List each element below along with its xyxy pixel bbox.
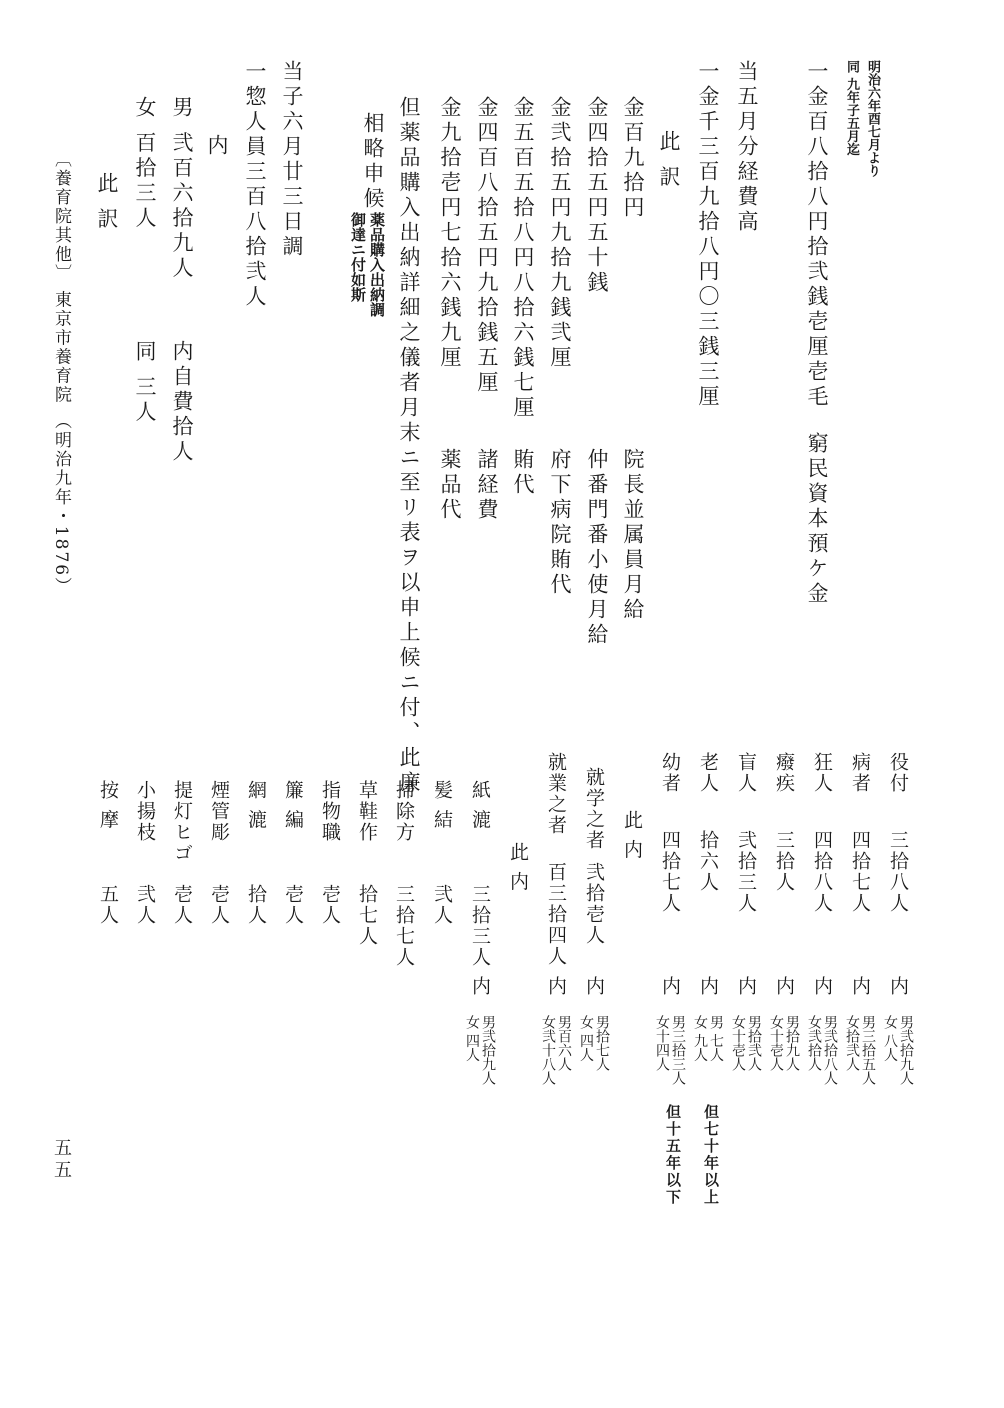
male-sub: 男弐拾八人 (822, 1015, 838, 1085)
age-note-under-15: 但十五年以下 (664, 1104, 682, 1206)
uchi-mark: 内 (773, 976, 795, 997)
expense-amount: 金百九拾円 (621, 96, 645, 221)
header-date-from: 明治六年酉七月より (865, 60, 880, 177)
occupation-label: 簾 編 (282, 780, 304, 831)
count-value: 拾六人 (697, 830, 719, 893)
monthly-expense-title: 当五月分経費高 (735, 60, 759, 235)
category-label: 狂人 (811, 752, 833, 794)
expense-desc: 院長並属員月給 (621, 448, 645, 623)
expense-amount: 金四百八拾五円九拾銭五厘 (475, 96, 499, 396)
count-value: 壱人 (171, 884, 193, 926)
male-sub: 男拾九人 (784, 1015, 800, 1071)
occupation-label: 指物職 (319, 780, 341, 843)
occupation-label: 小揚枝 (134, 780, 156, 843)
male-sub: 男三拾五人 (860, 1015, 876, 1085)
source-citation: 〔養育院其他〕 東京市養育院 （明治九年・1876） (51, 150, 71, 597)
expense-desc: 賄代 (511, 448, 535, 498)
count-value: 三拾人 (773, 830, 795, 893)
expense-amount: 金弐拾五円九拾九銭弐厘 (548, 96, 572, 371)
female-count: 女 百拾三人 (133, 96, 157, 232)
female-sub: 女十四人 (654, 1015, 670, 1071)
female-sub: 女弐十八人 (540, 1015, 556, 1085)
occupation-label: 煙管彫 (208, 780, 230, 843)
male-sub: 男拾弐人 (746, 1015, 762, 1071)
count-value: 百三拾四人 (545, 862, 567, 967)
expense-desc: 府下病院賄代 (548, 448, 572, 598)
male-sub: 男弐拾九人 (898, 1015, 914, 1085)
count-value: 壱人 (319, 884, 341, 926)
category-label: 役付 (887, 752, 909, 794)
occupation-label: 髪 結 (431, 780, 453, 831)
uchi-mark: 内 (735, 976, 757, 997)
male-self-pay: 内自費拾人 (170, 340, 194, 465)
expense-desc: 薬品代 (438, 448, 462, 523)
note-line-1: 但薬品購入出納詳細之儀者月末ニ至リ表ヲ以申上候ニ付、此廉 (397, 96, 421, 796)
male-sub: 男三拾三人 (670, 1015, 686, 1085)
sub-heading: 此 内 (621, 810, 643, 861)
category-label: 就学之者 (583, 767, 605, 851)
female-sub: 女 四人 (464, 1015, 480, 1062)
count-value: 三拾三人 (469, 884, 491, 968)
count-value: 四拾八人 (811, 830, 833, 914)
uchi-mark: 内 (545, 976, 567, 997)
uchi-mark: 内 (659, 976, 681, 997)
uchi-mark: 内 (469, 976, 491, 997)
male-count: 男 弐百六拾九人 (170, 96, 194, 282)
count-value: 弐人 (431, 884, 453, 926)
male-sub: 男拾七人 (594, 1015, 610, 1071)
count-value: 拾人 (245, 884, 267, 926)
uchi-mark: 内 (583, 976, 605, 997)
female-sub: 女十壱人 (768, 1015, 784, 1071)
age-note-over-70: 但七十年以上 (702, 1104, 720, 1206)
uchi-mark: 内 (887, 976, 909, 997)
note-small-1: 薬品購入出納調 (368, 212, 386, 317)
occupation-label: 網 漉 (245, 780, 267, 831)
category-label: 盲人 (735, 752, 757, 794)
category-label: 癈疾 (773, 752, 795, 794)
note-line-2: 相略申候 (361, 112, 385, 212)
sub-heading: 此 内 (507, 842, 529, 893)
count-value: 四拾七人 (659, 830, 681, 914)
count-value: 四拾七人 (849, 830, 871, 914)
count-value: 三拾八人 (887, 830, 909, 914)
occupation-label: 草鞋作 (356, 780, 378, 843)
male-sub: 男弐拾九人 (480, 1015, 496, 1085)
note-small-2: 御達ニ付如斯 (349, 212, 367, 302)
count-value: 三拾七人 (393, 884, 415, 968)
category-label: 就業之者 (545, 752, 567, 836)
count-value: 弐拾壱人 (583, 862, 605, 946)
male-sub: 男 七人 (708, 1015, 724, 1062)
count-value: 弐拾三人 (735, 830, 757, 914)
page-number: 五五 (51, 1138, 72, 1182)
category-label: 老人 (697, 752, 719, 794)
female-sub: 女 八人 (882, 1015, 898, 1062)
count-value: 五人 (97, 884, 119, 926)
count-value: 拾七人 (356, 884, 378, 947)
monthly-expense-total: 一金千三百九拾八円〇三銭三厘 (696, 60, 720, 410)
uchi-mark: 内 (697, 976, 719, 997)
count-value: 弐人 (134, 884, 156, 926)
occupation-label: 紙 漉 (469, 780, 491, 831)
line-capital-desc: 窮民資本預ケ金 (805, 432, 829, 607)
female-sub: 女 四人 (578, 1015, 594, 1062)
category-label: 病者 (849, 752, 871, 794)
uchi-mark: 内 (811, 976, 833, 997)
count-value: 壱人 (282, 884, 304, 926)
female-sub: 女拾弐人 (844, 1015, 860, 1071)
expense-amount: 金五百五拾八円八拾六銭七厘 (511, 96, 535, 421)
breakdown-heading: 此 訳 (657, 130, 681, 191)
uchi-label: 内 (205, 134, 229, 159)
occupation-label: 按 摩 (97, 780, 119, 831)
male-sub: 男百六人 (556, 1015, 572, 1071)
survey-date: 当子六月廿三日調 (280, 60, 304, 260)
expense-desc: 諸経費 (475, 448, 499, 523)
category-label: 幼者 (659, 752, 681, 794)
female-sub: 女弐拾人 (806, 1015, 822, 1071)
total-people: 一惣人員三百八拾弐人 (243, 60, 267, 310)
uchi-mark: 内 (849, 976, 871, 997)
expense-amount: 金四拾五円五十銭 (585, 96, 609, 296)
female-sub: 女十壱人 (730, 1015, 746, 1071)
occupation-label: 提灯ヒゴ (171, 780, 193, 864)
line-capital-amount: 一金百八拾八円拾弐銭壱厘壱毛 (805, 60, 829, 410)
female-self-pay: 同 三人 (133, 340, 157, 426)
expense-desc: 仲番門番小使月給 (585, 448, 609, 648)
header-date-to: 同 九年子五月迄 (844, 60, 859, 156)
breakdown-heading-2: 此 訳 (95, 172, 119, 233)
expense-amount: 金九拾壱円七拾六銭九厘 (438, 96, 462, 371)
occupation-label: 掃除方 (393, 780, 415, 843)
count-value: 壱人 (208, 884, 230, 926)
female-sub: 女 九人 (692, 1015, 708, 1062)
